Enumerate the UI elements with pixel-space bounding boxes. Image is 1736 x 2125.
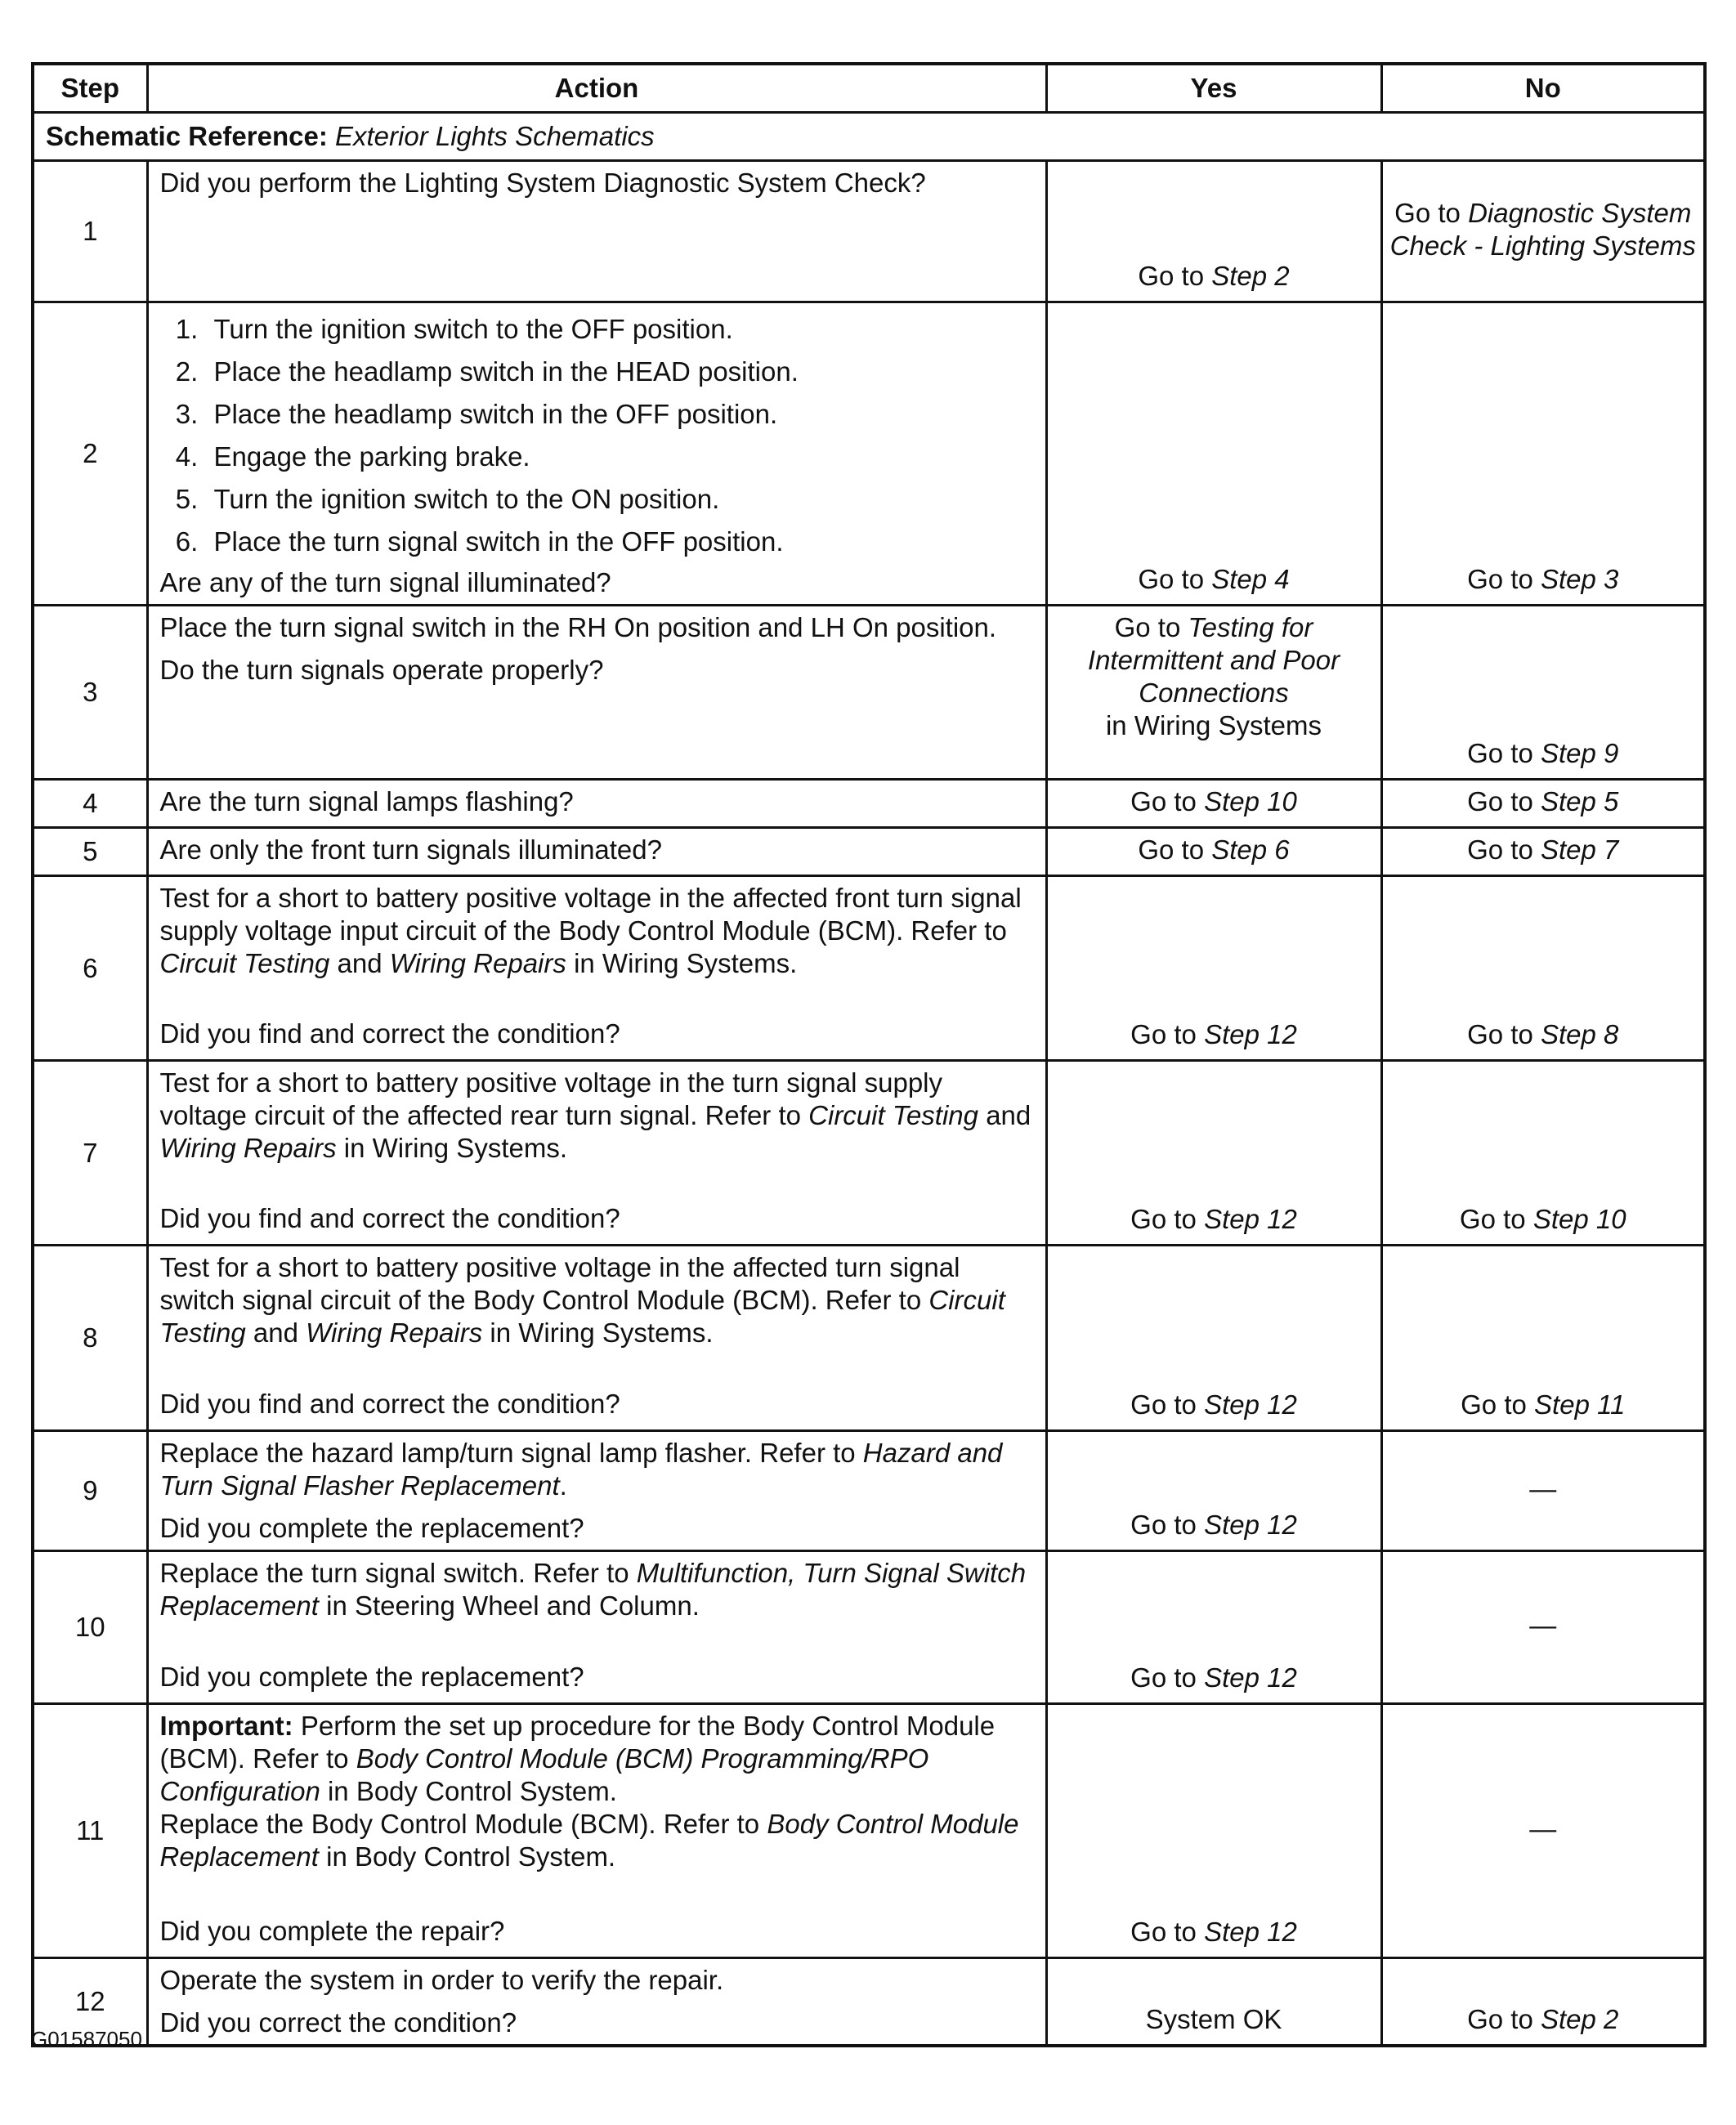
question-text: Do the turn signals operate properly? — [159, 655, 604, 685]
action-cell — [147, 1061, 1046, 1246]
step-number: 5 — [33, 828, 147, 876]
step-number: 2 — [33, 302, 147, 606]
action-cell — [147, 1958, 1046, 2047]
yes-link[interactable]: Step 10 — [1204, 786, 1297, 816]
action-text-part: Test for a short to battery positive voltage in the affected front turn signal supply voltage input circuit of the Body Control Module (BCM). Refer to — [159, 883, 1022, 946]
no-cell — [1381, 606, 1705, 780]
no-link[interactable]: Step 10 — [1532, 1204, 1626, 1234]
ref-link[interactable]: Hazard and Turn Signal Flasher Replacement — [159, 1438, 1003, 1501]
no-prefix: Go to — [1467, 1019, 1533, 1049]
action-text-part: . — [559, 1470, 567, 1501]
no-link[interactable]: Step 7 — [1540, 834, 1619, 865]
no-link[interactable]: Step 9 — [1540, 738, 1619, 768]
action-text — [160, 882, 1034, 980]
step-number: 12 — [33, 1958, 147, 2047]
yes-prefix: Go to — [1130, 1204, 1197, 1234]
action-text-part: Perform the set up procedure for the Body Control Module (BCM). Refer to — [159, 1711, 996, 1774]
action-text-part: in Body Control System. — [327, 1776, 617, 1806]
yes-prefix: Go to — [1130, 1510, 1197, 1540]
header-step: Step — [33, 64, 147, 113]
step-number: 10 — [33, 1551, 147, 1704]
action-text — [160, 1808, 1034, 1873]
table-row — [33, 1061, 1705, 1246]
question-text: Did you find and correct the condition? — [159, 1203, 620, 1233]
table-row — [33, 1431, 1705, 1551]
ref-link[interactable]: Body Control Module Replacement — [159, 1809, 1019, 1872]
list-item: 1. Turn the ignition switch to the OFF position. — [206, 308, 1034, 351]
action-cell — [147, 1704, 1046, 1958]
action-text-part: and — [253, 1318, 298, 1348]
header-yes: Yes — [1046, 64, 1381, 113]
no-link[interactable]: Step 3 — [1540, 564, 1619, 594]
yes-link[interactable]: Step 12 — [1204, 1019, 1297, 1049]
no-cell — [1381, 876, 1705, 1061]
step-number: 9 — [33, 1431, 147, 1551]
no-cell — [1381, 161, 1705, 302]
action-cell — [147, 876, 1046, 1061]
step-number: 8 — [33, 1246, 147, 1431]
yes-prefix: Go to — [1138, 564, 1205, 594]
action-text-part: Replace the hazard lamp/turn signal lamp flasher. Refer to — [159, 1438, 856, 1468]
no-cell — [1381, 828, 1705, 876]
no-cell — [1381, 1061, 1705, 1246]
action-text — [160, 1557, 1034, 1622]
list-item: 2. Place the headlamp switch in the HEAD position. — [206, 351, 1034, 393]
yes-link[interactable]: Step 6 — [1211, 834, 1290, 865]
procedure-list — [160, 308, 1034, 563]
action-text-part: and — [337, 948, 383, 978]
schematic-row — [33, 113, 1705, 161]
schematic-reference — [33, 113, 1705, 161]
header-row — [33, 64, 1705, 113]
table-row — [33, 828, 1705, 876]
no-cell — [1381, 780, 1705, 828]
yes-link[interactable]: Testing for Intermittent and Poor Connections — [1087, 612, 1340, 708]
action-content — [160, 1251, 1034, 1420]
important-note — [160, 1710, 1034, 1808]
no-prefix: Go to — [1461, 1389, 1527, 1420]
table-row — [33, 780, 1705, 828]
question-text: Are the turn signal lamps flashing? — [159, 786, 574, 816]
question-text: Did you perform the Lighting System Diagnostic System Check? — [159, 168, 926, 198]
no-link[interactable]: Step 5 — [1540, 786, 1619, 816]
action-text — [160, 1251, 1034, 1349]
action-text — [160, 1437, 1034, 1502]
no-link[interactable]: Step 8 — [1540, 1019, 1619, 1049]
table-row — [33, 876, 1705, 1061]
action-text-part: Test for a short to battery positive voltage in the turn signal supply voltage circuit of the affected rear turn signal. Refer to — [159, 1067, 943, 1130]
diagnostic-table — [31, 62, 1707, 2047]
yes-link[interactable]: Step 12 — [1204, 1662, 1297, 1693]
action-text: Place the turn signal switch in the RH On position and LH On position. — [159, 612, 997, 642]
step-number: 7 — [33, 1061, 147, 1246]
schematic-label: Schematic Reference: — [46, 121, 328, 151]
yes-cell — [1046, 161, 1381, 302]
action-cell — [147, 161, 1046, 302]
yes-cell — [1046, 606, 1381, 780]
important-label: Important: — [159, 1711, 293, 1741]
figure-code: G01587050 — [31, 2027, 142, 2051]
action-text: Operate the system in order to verify the repair. — [159, 1965, 724, 1995]
no-link[interactable]: Step 11 — [1534, 1389, 1626, 1420]
table-row — [33, 161, 1705, 302]
no-cell — [1381, 1246, 1705, 1431]
action-text-part: in Wiring Systems. — [343, 1133, 567, 1163]
no-link[interactable]: Step 2 — [1540, 2004, 1619, 2034]
ref-link[interactable]: Body Control Module (BCM) Programming/RPO Configuration — [159, 1743, 929, 1806]
diagnostic-table-sheet — [31, 62, 1703, 2047]
action-cell — [147, 1246, 1046, 1431]
question-text: Are only the front turn signals illuminated? — [159, 834, 662, 865]
action-text-part: Replace the turn signal switch. Refer to — [159, 1558, 629, 1588]
list-item: 3. Place the headlamp switch in the OFF position. — [206, 393, 1034, 436]
action-text-part: in Steering Wheel and Column. — [326, 1590, 700, 1621]
table-row — [33, 1704, 1705, 1958]
action-cell — [147, 302, 1046, 606]
ref-link[interactable]: Wiring Repairs — [389, 948, 566, 978]
question-text: Did you find and correct the condition? — [159, 1018, 620, 1049]
list-item: 4. Engage the parking brake. — [206, 436, 1034, 478]
yes-prefix: Go to — [1114, 612, 1181, 642]
question-text: Did you complete the replacement? — [159, 1513, 584, 1543]
table-row — [33, 1551, 1705, 1704]
header-no: No — [1381, 64, 1705, 113]
action-content — [160, 1710, 1034, 1948]
step-number: 4 — [33, 780, 147, 828]
table-row — [33, 302, 1705, 606]
no-prefix: Go to — [1467, 564, 1533, 594]
yes-prefix: Go to — [1130, 1917, 1197, 1947]
yes-cell — [1046, 876, 1381, 1061]
yes-cell — [1046, 780, 1381, 828]
step-number: 1 — [33, 161, 147, 302]
question-text: Did you correct the condition? — [159, 2007, 517, 2038]
step-number: 11 — [33, 1704, 147, 1958]
action-content — [160, 1557, 1034, 1693]
action-text-part: Test for a short to battery positive voltage in the affected turn signal switch signal circuit of the Body Control Module (BCM). Refer to — [159, 1252, 960, 1315]
no-cell: — — [1381, 1551, 1705, 1704]
action-cell — [147, 606, 1046, 780]
action-content — [160, 1067, 1034, 1235]
no-cell — [1381, 1958, 1705, 2047]
ref-link[interactable]: Wiring Repairs — [306, 1318, 483, 1348]
step-number: 3 — [33, 606, 147, 780]
yes-prefix: Go to — [1138, 261, 1205, 291]
yes-link[interactable]: Step 2 — [1211, 261, 1290, 291]
question-text: Did you find and correct the condition? — [159, 1389, 620, 1419]
step-number: 6 — [33, 876, 147, 1061]
yes-link[interactable]: Step 12 — [1204, 1389, 1297, 1420]
yes-prefix: Go to — [1130, 1019, 1197, 1049]
table-row — [33, 1246, 1705, 1431]
no-prefix: Go to — [1467, 834, 1533, 865]
table-row — [33, 606, 1705, 780]
ref-link[interactable]: Circuit Testing — [159, 948, 330, 978]
question-text: Are any of the turn signal illuminated? — [159, 567, 611, 597]
question-text: Did you complete the replacement? — [159, 1662, 584, 1692]
no-prefix: Go to — [1394, 198, 1461, 228]
yes-cell: System OK — [1046, 1958, 1381, 2047]
action-text — [160, 1067, 1034, 1165]
action-text-part: and — [986, 1100, 1031, 1130]
no-link[interactable]: Diagnostic System Check - Lighting Systems — [1389, 198, 1696, 261]
yes-cell — [1046, 1551, 1381, 1704]
yes-cell — [1046, 302, 1381, 606]
ref-link[interactable]: Circuit Testing — [159, 1285, 1005, 1348]
ref-link[interactable]: Circuit Testing — [808, 1100, 979, 1130]
no-cell: — — [1381, 1431, 1705, 1551]
list-item: 6. Place the turn signal switch in the OFF position. — [206, 521, 1034, 563]
yes-cell — [1046, 1246, 1381, 1431]
no-prefix: Go to — [1467, 786, 1533, 816]
yes-cell — [1046, 1431, 1381, 1551]
ref-link[interactable]: Multifunction, Turn Signal Switch Replacement — [159, 1558, 1027, 1621]
yes-cell — [1046, 1704, 1381, 1958]
schematic-link[interactable]: Exterior Lights Schematics — [335, 121, 655, 151]
action-text-part: Replace the Body Control Module (BCM). Refer to — [159, 1809, 760, 1839]
table-row — [33, 1958, 1705, 2047]
yes-link[interactable]: Step 12 — [1204, 1204, 1297, 1234]
no-cell: — — [1381, 1704, 1705, 1958]
action-cell — [147, 828, 1046, 876]
action-content-top — [160, 1710, 1034, 1873]
action-cell — [147, 1431, 1046, 1551]
no-prefix: Go to — [1459, 1204, 1526, 1234]
action-cell — [147, 780, 1046, 828]
yes-prefix: Go to — [1138, 834, 1205, 865]
yes-prefix: Go to — [1130, 1389, 1197, 1420]
header-action: Action — [147, 64, 1046, 113]
action-text-part: in Body Control System. — [326, 1841, 616, 1872]
yes-prefix: Go to — [1130, 1662, 1197, 1693]
yes-link[interactable]: Step 4 — [1211, 564, 1290, 594]
ref-link[interactable]: Wiring Repairs — [159, 1133, 337, 1163]
yes-cell — [1046, 828, 1381, 876]
list-item: 5. Turn the ignition switch to the ON position. — [206, 478, 1034, 521]
yes-cell — [1046, 1061, 1381, 1246]
action-text-part: in Wiring Systems. — [490, 1318, 714, 1348]
action-cell — [147, 1551, 1046, 1704]
yes-link[interactable]: Step 12 — [1204, 1510, 1297, 1540]
yes-prefix: Go to — [1130, 786, 1197, 816]
yes-link[interactable]: Step 12 — [1204, 1917, 1297, 1947]
question-text: Did you complete the repair? — [159, 1916, 505, 1946]
no-cell — [1381, 302, 1705, 606]
action-text-part: in Wiring Systems. — [574, 948, 798, 978]
yes-suffix: in Wiring Systems — [1105, 710, 1322, 740]
no-prefix: Go to — [1467, 738, 1533, 768]
no-prefix: Go to — [1467, 2004, 1533, 2034]
action-content — [160, 882, 1034, 1050]
